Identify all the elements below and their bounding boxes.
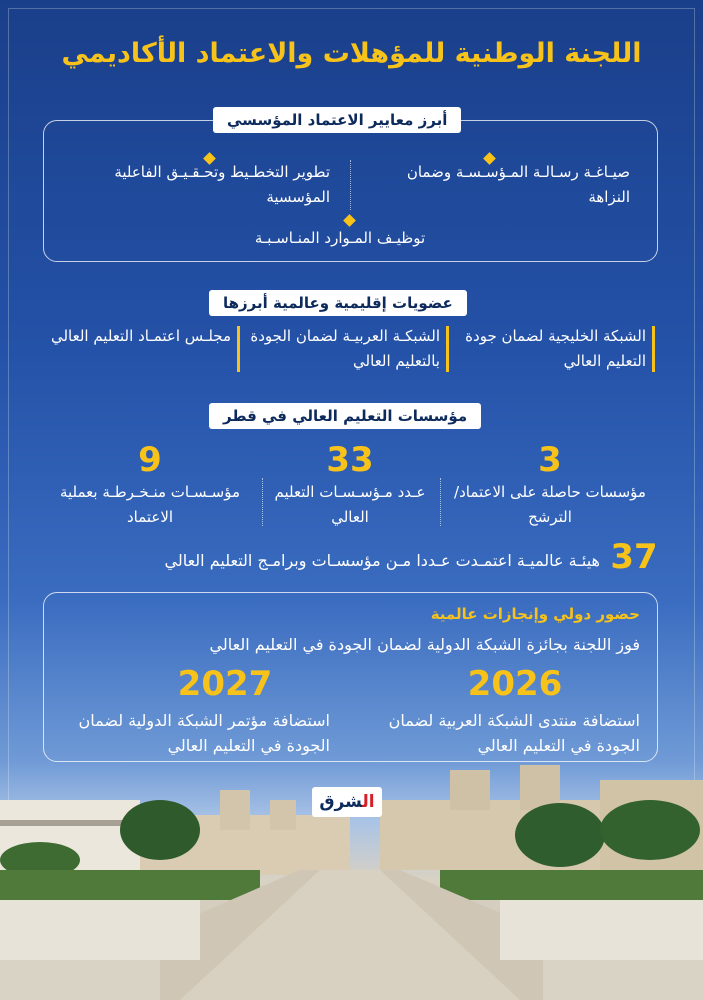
divider (350, 160, 351, 210)
stat-label: عـدد مـؤسـسـات التعليم العالي (274, 483, 426, 526)
stat-value: 9 (138, 440, 162, 480)
stat-value: 33 (326, 440, 374, 480)
divider (440, 478, 441, 526)
institutions-heading: مؤسسات التعليم العالي في قطر (209, 403, 481, 429)
global-bodies-label: هيئـة عالميـة اعتمـدت عـددا مـن مؤسسـات وبرامـج التعليم العالي (164, 551, 600, 570)
stat-label: مؤسـسـات منـخـرطـة بعملية الاعتماد (59, 483, 241, 526)
stat-label: مؤسسات حاصلة على الاعتماد/ الترشح (454, 483, 646, 526)
membership-item: الشبكـة العربيـة لضمان الجودة بالتعليم العالي (250, 327, 440, 370)
accent-bar (446, 326, 449, 372)
event-text: استضافة مؤتمر الشبكة الدولية لضمان الجودة في التعليم العالي (78, 711, 330, 755)
membership-item: مجلـس اعتمـاد التعليم العالي (50, 327, 231, 345)
standards-heading: أبرز معايير الاعتماد المؤسسي (213, 107, 461, 133)
page-title: اللجنة الوطنية للمؤهلات والاعتماد الأكاديمي (61, 38, 642, 69)
logo-rest: شرق (319, 792, 363, 812)
standard-item: توظيـف المـوارد المنـاسـبـة (254, 229, 426, 247)
stat-value: 3 (538, 440, 562, 480)
international-heading: حضور دولي وإنجازات عالمية (430, 605, 640, 623)
global-bodies-value: 37 (610, 537, 658, 577)
membership-item: الشبكة الخليجية لضمان جودة التعليم العالي (465, 327, 646, 370)
event-text: استضافة منتدى الشبكة العربية لضمان الجودة في التعليم العالي (388, 711, 640, 755)
award-text: فوز اللجنة بجائزة الشبكة الدولية لضمان الجودة في التعليم العالي (209, 635, 640, 654)
accent-bar (237, 326, 240, 372)
logo-prefix: ال (362, 792, 375, 812)
standard-item: تطوير التخطـيط وتحـقـيـق الفاعلية المؤسسية (114, 163, 330, 206)
event-year: 2027 (177, 664, 273, 704)
event-year: 2026 (467, 664, 563, 704)
alsharq-logo (312, 787, 382, 817)
divider (262, 478, 263, 526)
memberships-heading: عضويات إقليمية وعالمية أبرزها (209, 290, 467, 316)
standard-item: صيـاغـة رسـالـة المـؤسـسـة وضمان النزاهة (406, 163, 630, 206)
accent-bar (652, 326, 655, 372)
